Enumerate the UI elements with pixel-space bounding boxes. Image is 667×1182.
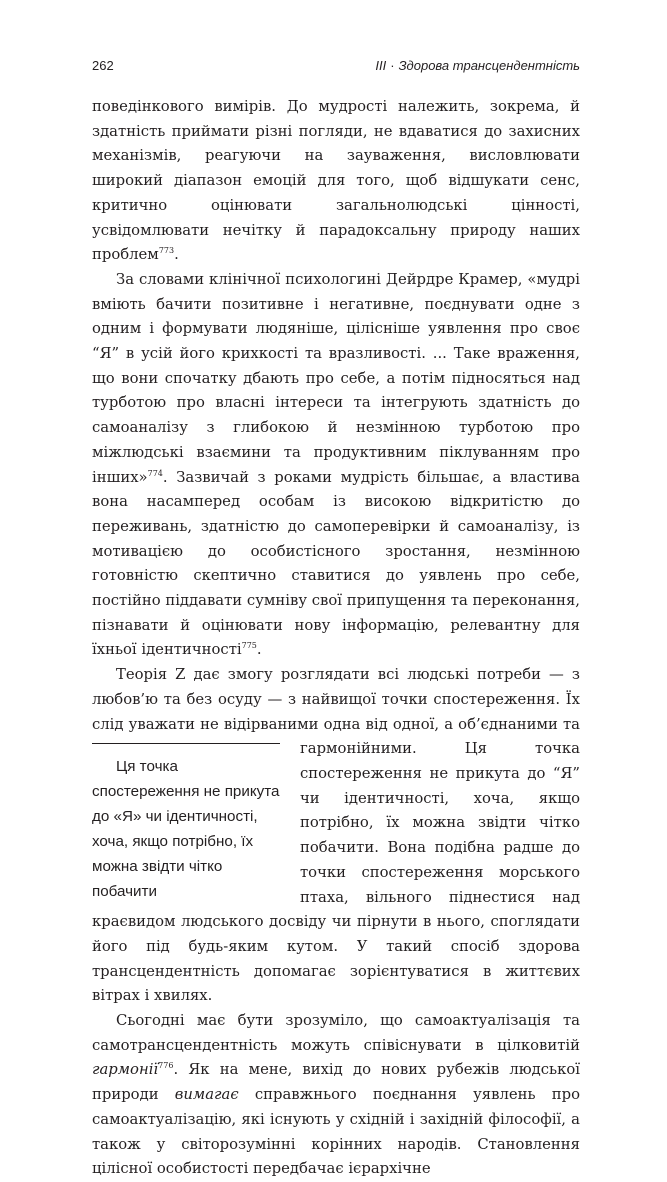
paragraph-1: поведінкового вимірів. До мудрості належить, зокрема, й здатність приймати різні погляди, не вдаватися до захисних механізмів, реагуючи на зауваження, висловлювати широкий діапазон емоцій для того, щоб відшукати сенс, критично оцінювати загальнолюдські цінності, усвідомлювати нечітку й парадоксальну природу наших проблем$^{773}$.: [92, 98, 580, 264]
page-number: 262: [92, 58, 114, 73]
paragraph-4-text-3: справжнього поєднання уявлень про самоактуалізацію, які існують у східній і західній філософії, а також у світорозумінні корінних народів. Становлення цілісної особистості передбачає ієрархічне: [92, 1086, 580, 1178]
emphasis-harmony: гармонії: [92, 1061, 159, 1079]
paragraph-4-text-1: Сьогодні має бути зрозуміло, що самоактуалізація та самотрансцендентність можуть співіснувати в цілковитій: [92, 1012, 580, 1054]
body-text: [92, 95, 580, 1182]
paragraph-3-text: Теорія Z дає змогу розглядати всі людські потреби — з любов’ю та без осуду — з найвищої точки спостереження. Їх слід уважати не відірваними одна від одної, а об’єднаними та гармонійними.: [92, 666, 580, 758]
pull-quote: Ця точка спостереження не прикута до «Я» чи ідентичності, хоча, якщо потрібно, їх можна звідти чітко побачити: [92, 743, 280, 904]
header-separator: ·: [390, 58, 395, 73]
footnote-ref-775: 775: [241, 641, 257, 651]
running-head-title: [375, 58, 580, 73]
emphasis-requires: вимагає: [174, 1086, 239, 1104]
paragraph-4: [92, 1009, 580, 1182]
paragraph-1-text: поведінкового вимірів. До мудрості належить, зокрема, й здатність приймати різні погляди, не вдаватися до захисних механізмів, реагуючи на зауваження, висловлювати широкий діапазон емоцій для того, щоб відшукати сенс, критично оцінювати загальнолюдські цінності, усвідомлювати нечітку й парадоксальну природу наших проблем: [92, 98, 580, 264]
paragraph-2: За словами клінічної психологині Дейрдре Крамер, «мудрі вміють бачити позитивне і негативне, поєднувати одне з одним і формувати людяніше, цілісніше уявлення про своє “Я” в усій його крихкості та вразливості. ... Таке враження, що вони спочатку дбають про себе, а потім підносяться над турботою про власні інтереси та інтегрують здатність до самоаналізу з глибокою й незмінною турботою про міжлюдські взаємини та продуктивним піклуванням про інших»$^{774}$. Зазвичай з роками мудрість більшає, а властива вона насамперед особам із високою відкритістю до переживань, здатністю до самоперевірки й самоаналізу, із мотивацією до особистісного зростання, незмінною готовністю скептично ставитися до уявлень про себе, постійно піддавати сумніву свої припущення та переконання, пізнавати й оцінювати нову інформацію, релевантну для їхньої ідентичності$^{775}$.: [92, 270, 580, 659]
paragraph-3-text-continued: Ця точка спостереження не прикута до “Я” чи ідентичності, хоча, якщо потрібно, їх можна звідти чітко побачити. Вона подібна радше до точки спостереження морського птаха, вільного піднестися над краєвидом людського досвіду чи пірнути в нього, споглядати його під будь-яким кутом. У такий спосіб здорова трансцендентність допомагає зорієнтуватися в життєвих вітрах і хвилях.: [92, 740, 580, 1005]
paragraph-3: [92, 663, 580, 1009]
footnote-ref-776: 776: [158, 1061, 174, 1071]
footnote-ref-773: 773: [158, 246, 175, 256]
paragraph-2-text-after: . Зазвичай з роками мудрість більшає, а властива вона насамперед особам із високою відкритістю до переживань, здатністю до самоперевірки й самоаналізу, із мотивацією до особистісного зростання, незмінною готовністю скептично ставитися до уявлень про себе, постійно піддавати сумніву свої припущення та переконання, пізнавати й оцінювати нову інформацію, релевантну для їхньої ідентичності: [92, 468, 580, 659]
section-title: Здорова трансцендентність: [398, 58, 580, 73]
running-header: [92, 58, 580, 78]
footnote-ref-774: 774: [147, 468, 163, 478]
paragraph-2-text: За словами клінічної психологині Дейрдре Крамер, «мудрі вміють бачити позитивне і негативне, поєднувати одне з одним і формувати людяніше, цілісніше уявлення про своє “Я” в усій його крихкості та вразливості. ... Таке враження, що вони спочатку дбають про себе, а потім підносяться над турботою про власні інтереси та інтегрують здатність до самоаналізу з глибокою й незмінною турботою про міжлюдські взаємини та продуктивним піклуванням про інших»: [92, 270, 580, 486]
part-number: III: [375, 58, 387, 73]
paragraph-4-text-2: . Як на мене, вихід до нових рубежів людської природи: [92, 1061, 580, 1104]
